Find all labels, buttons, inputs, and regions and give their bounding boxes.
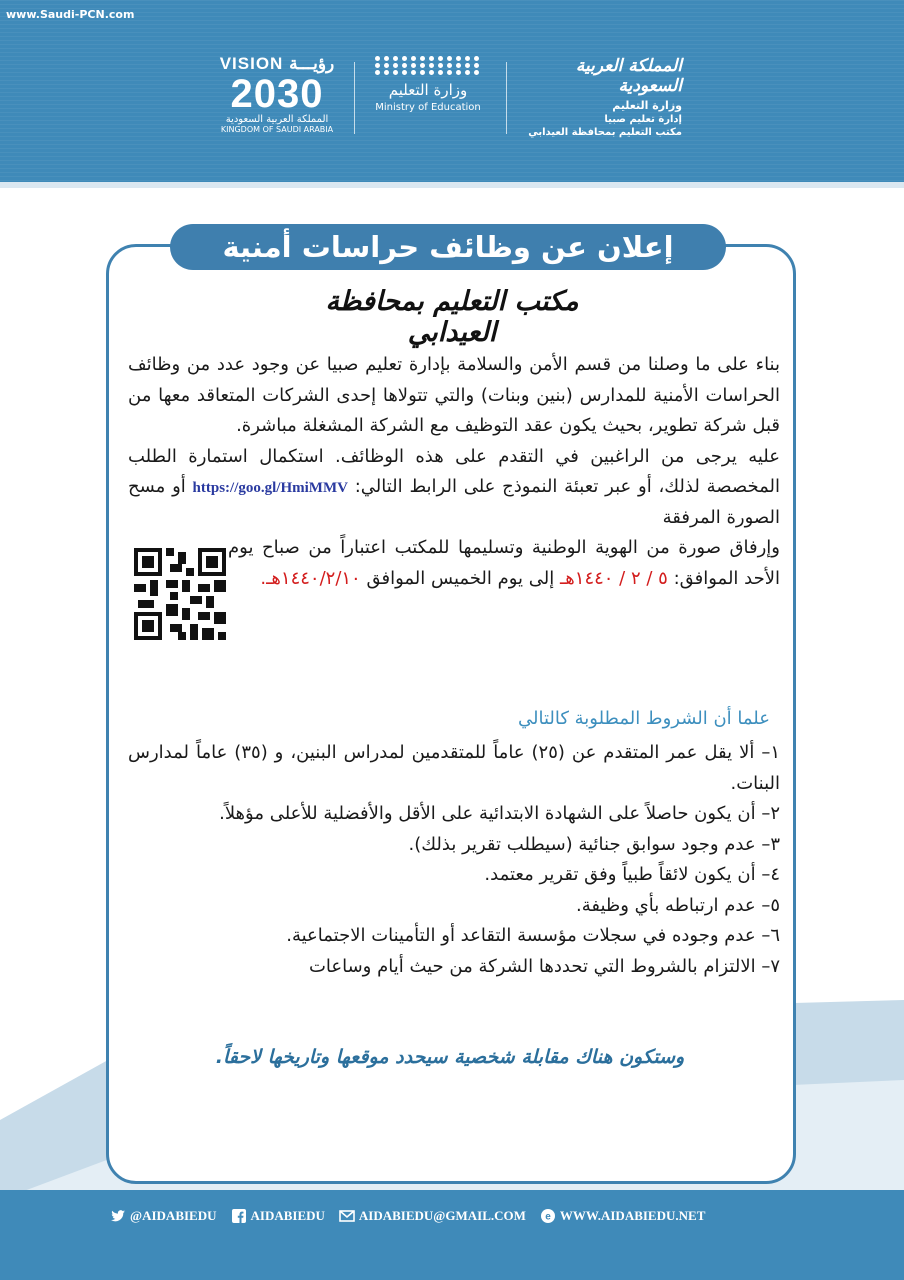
facebook-handle[interactable]: AIDABIEDU xyxy=(231,1208,325,1224)
dot xyxy=(402,70,407,75)
footer-contacts xyxy=(110,1206,790,1226)
header-divider xyxy=(0,182,904,188)
requirement-item: ٦– عدم وجوده في سجلات مؤسسة التقاعد أو التأمينات الاجتماعية. xyxy=(286,925,780,946)
qr-code-icon xyxy=(134,548,226,640)
dot xyxy=(384,56,389,61)
start-date: ٥ / ٢ / ١٤٤٠هـ xyxy=(560,567,668,589)
website-link[interactable]: e WWW.AIDABIEDU.NET xyxy=(540,1208,705,1224)
requirements-list xyxy=(128,738,780,982)
dot xyxy=(438,63,443,68)
paragraph-submit: وإرفاق صورة من الهوية الوطنية وتسليمها للمكتب اعتباراً من صباح يوم الأحد الموافق: ٥ / ٢ / ١٤٤٠هـ إلى يوم الخميس الموافق ١٤٤٠/٢/١٠هـ. xyxy=(228,537,780,589)
dot xyxy=(447,70,452,75)
dot xyxy=(456,56,461,61)
dot xyxy=(393,63,398,68)
dot xyxy=(420,56,425,61)
dot xyxy=(429,56,434,61)
dot xyxy=(402,56,407,61)
office-calligraphy: مكتب التعليم بمحافظة العيدابي xyxy=(325,286,579,348)
dot xyxy=(456,63,461,68)
twitter-icon xyxy=(110,1208,126,1224)
vision-2030-logo: VISION رؤيـــة 2030 المملكة العربية السعودية KINGDOM OF SAUDI ARABIA xyxy=(219,54,335,134)
dot xyxy=(447,63,452,68)
dot xyxy=(429,70,434,75)
dot xyxy=(474,56,479,61)
requirement-item: ٣– عدم وجود سوابق جنائية (سيطلب تقرير بذلك). xyxy=(408,833,780,855)
dot xyxy=(456,70,461,75)
dot xyxy=(411,70,416,75)
requirement-item: ٢– أن يكون حاصلاً على الشهادة الابتدائية على الأقل والأفضلية للأعلى مؤهلاً. xyxy=(219,803,780,824)
requirement-item: ١– ألا يقل عمر المتقدم عن (٢٥) عاماً للمتقدمين لمدراس البنين، و (٣٥) عاماً لمدارس البنات. xyxy=(128,742,780,794)
dot xyxy=(375,56,380,61)
dot xyxy=(375,70,380,75)
logo-separator xyxy=(506,62,507,134)
facebook-icon xyxy=(231,1208,247,1224)
dot xyxy=(438,56,443,61)
dot xyxy=(474,70,479,75)
paragraph-intro: بناء على ما وصلنا من قسم الأمن والسلامة بإدارة تعليم صبيا عن وجود عدد من وظائف الحراسات الأمنية للمدارس (بنين وبنات) والتي تتولاها إحدى الشركات المتعاقد معها من قبل شركة تطوير، بحيث يكون عقد التوظيف مع الشركة المشغلة مباشرة. xyxy=(128,354,780,436)
dot xyxy=(420,70,425,75)
email-address[interactable]: AIDABIEDU@GMAIL.COM xyxy=(339,1208,526,1224)
mail-icon xyxy=(339,1208,355,1224)
dot xyxy=(393,56,398,61)
requirements-heading: علما أن الشروط المطلوبة كالتالي xyxy=(517,708,770,729)
form-link[interactable]: https://goo.gl/HmiMMV xyxy=(192,480,348,496)
requirement-item: ٥– عدم ارتباطه بأي وظيفة. xyxy=(576,894,780,916)
dot xyxy=(402,63,407,68)
twitter-handle[interactable]: @AIDABIEDU xyxy=(110,1208,217,1224)
end-date: ١٤٤٠/٢/١٠هـ. xyxy=(260,567,361,589)
dot xyxy=(429,63,434,68)
requirement-item: ٧– الالتزام بالشروط التي تحددها الشركة من حيث أيام وساعات xyxy=(308,955,780,977)
dot xyxy=(465,63,470,68)
dot xyxy=(465,70,470,75)
dot xyxy=(447,56,452,61)
dot xyxy=(393,70,398,75)
dot xyxy=(420,63,425,68)
watermark: www.Saudi-PCN.com xyxy=(6,8,135,21)
moe-dots-icon xyxy=(368,56,488,75)
dot xyxy=(411,63,416,68)
dot xyxy=(375,63,380,68)
dot xyxy=(384,63,389,68)
paragraph-apply: عليه يرجى من الراغبين في التقدم على هذه الوظائف. استكمال استمارة الطلب المخصصة لذلك، أو عبر تعبئة النموذج على الرابط التالي: https://goo.gl/HmiMMV أو مسح الصورة المرفقة xyxy=(128,445,780,528)
dot xyxy=(411,56,416,61)
dot xyxy=(465,56,470,61)
dot xyxy=(384,70,389,75)
kingdom-header-text: المملكة العربية السعودية وزارة التعليم إدارة تعليم صبيا مكتب التعليم بمحافظة العيدابي xyxy=(528,56,682,138)
footer-banner xyxy=(0,1190,904,1280)
dot xyxy=(474,63,479,68)
svg-text:e: e xyxy=(545,1211,551,1223)
requirement-item: ٤– أن يكون لائقاً طبياً وفق تقرير معتمد. xyxy=(484,864,780,885)
closing-note: وستكون هناك مقابلة شخصية سيحدد موقعها وتاريخها لاحقاً. xyxy=(215,1046,685,1068)
announcement-title: إعلان عن وظائف حراسات أمنية xyxy=(170,224,726,270)
dot xyxy=(438,70,443,75)
ministry-of-education-logo: وزارة التعليم Ministry of Education xyxy=(368,56,488,113)
globe-icon xyxy=(540,1208,556,1224)
logo-separator xyxy=(354,62,355,134)
